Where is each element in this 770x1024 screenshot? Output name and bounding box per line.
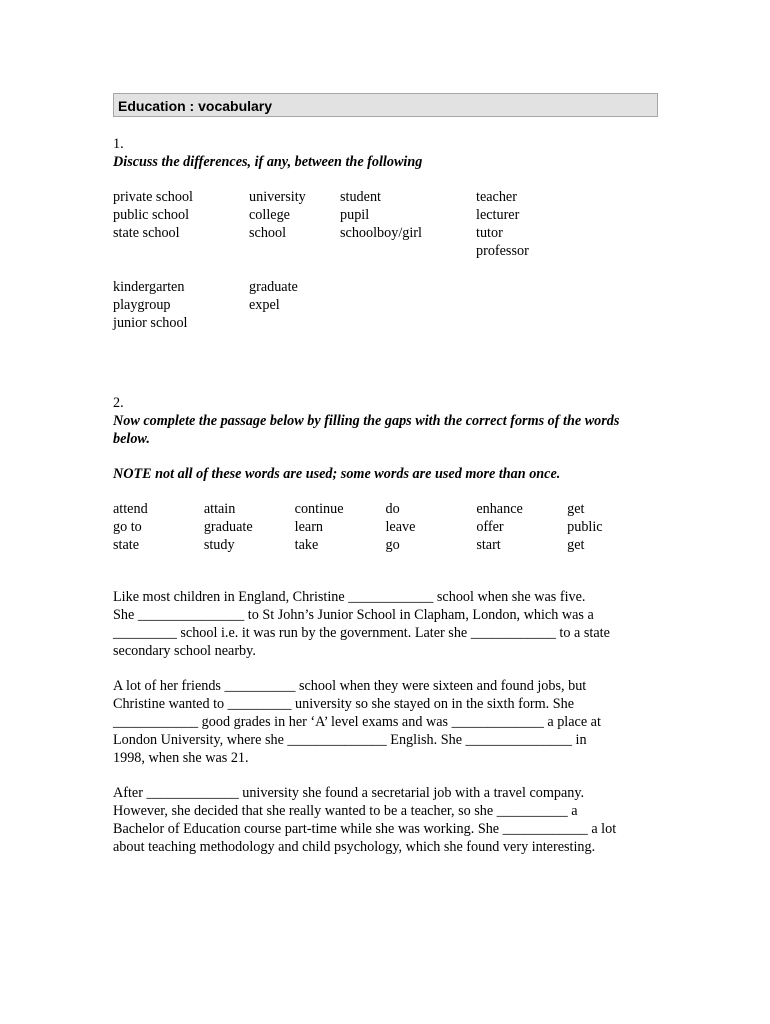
- worksheet: [113, 93, 658, 856]
- section-2-number: 2.: [113, 395, 124, 411]
- passage-line: 1998, when she was 21.: [113, 750, 249, 766]
- vocab-column: [476, 188, 596, 260]
- passage-paragraph-1: [113, 588, 658, 660]
- vocab-word: school: [249, 225, 287, 241]
- vocab-group-2: [113, 278, 658, 332]
- word-bank-item: go: [385, 537, 400, 553]
- word-bank-item: enhance: [476, 501, 523, 517]
- word-bank-item: take: [294, 537, 319, 553]
- vocab-word: kindergarten: [113, 279, 185, 295]
- vocab-word: public school: [113, 207, 190, 223]
- word-bank-item: study: [203, 537, 235, 553]
- vocab-column: [113, 188, 249, 260]
- vocab-column: [249, 278, 340, 332]
- passage-line: After _____________ university she found a secretarial job with a travel company.: [113, 785, 585, 801]
- vocab-word: junior school: [113, 315, 188, 331]
- word-bank-item: graduate: [203, 519, 253, 535]
- passage-line: Bachelor of Education course part-time while she was working. She ____________ a lot: [113, 821, 617, 837]
- vocab-word: schoolboy/girl: [340, 225, 422, 241]
- word-bank-item: get: [567, 537, 585, 553]
- passage-paragraph-2: [113, 677, 658, 767]
- word-bank-item: leave: [385, 519, 416, 535]
- vocab-word: private school: [113, 189, 193, 205]
- word-bank-item: offer: [476, 519, 504, 535]
- vocab-word: state school: [113, 225, 180, 241]
- vocab-word: student: [340, 189, 381, 205]
- vocab-word: professor: [476, 243, 529, 259]
- vocab-word: playgroup: [113, 297, 171, 313]
- passage-line: Christine wanted to _________ university so she stayed on in the sixth form. She: [113, 696, 575, 712]
- vocab-word: graduate: [249, 279, 298, 295]
- section-2-note: NOTE not all of these words are used; some words are used more than once.: [113, 466, 561, 482]
- passage-line: ____________ good grades in her ‘A’ level exams and was _____________ a place at: [113, 714, 601, 730]
- vocab-word: tutor: [476, 225, 503, 241]
- vocab-word: college: [249, 207, 290, 223]
- word-bank-column: [204, 500, 295, 554]
- word-bank-column: [385, 500, 476, 554]
- passage-line: A lot of her friends __________ school when they were sixteen and found jobs, but: [113, 678, 587, 694]
- passage-line: secondary school nearby.: [113, 643, 256, 659]
- passage-line: London University, where she ______________ English. She _______________ in: [113, 732, 587, 748]
- word-bank-item: continue: [294, 501, 344, 517]
- word-bank-item: attain: [203, 501, 236, 517]
- word-bank-item: public: [567, 519, 603, 535]
- page-title: Education : vocabulary: [113, 93, 658, 117]
- vocab-column: [113, 278, 249, 332]
- word-bank-item: state: [113, 537, 139, 553]
- vocab-word: lecturer: [476, 207, 520, 223]
- section-1-instruction: Discuss the differences, if any, between the following: [113, 154, 423, 170]
- word-bank-column: [567, 500, 658, 554]
- vocab-word: university: [249, 189, 306, 205]
- section-2-instruction: Now complete the passage below by filling the gaps with the correct forms of the words below.: [113, 413, 620, 447]
- vocab-word: pupil: [340, 207, 370, 223]
- word-bank-item: get: [567, 501, 585, 517]
- word-bank-column: [113, 500, 204, 554]
- vocab-column: [340, 188, 476, 260]
- vocab-word: expel: [249, 297, 280, 313]
- word-bank-item: do: [385, 501, 400, 517]
- word-bank-column: [476, 500, 567, 554]
- vocab-column: [249, 188, 340, 260]
- word-bank-item: learn: [294, 519, 324, 535]
- word-bank-item: go to: [113, 519, 142, 535]
- passage-line: She _______________ to St John’s Junior School in Clapham, London, which was a: [113, 607, 594, 623]
- vocab-group-1: [113, 188, 658, 260]
- section-1-number: 1.: [113, 136, 124, 152]
- word-bank: [113, 500, 658, 554]
- passage-paragraph-3: [113, 784, 658, 856]
- vocab-word: teacher: [476, 189, 517, 205]
- passage-line: about teaching methodology and child psychology, which she found very interesting.: [113, 839, 596, 855]
- word-bank-column: [295, 500, 386, 554]
- passage-line: However, she decided that she really wanted to be a teacher, so she __________ a: [113, 803, 578, 819]
- word-bank-item: start: [476, 537, 501, 553]
- word-bank-item: attend: [113, 501, 148, 517]
- passage-line: Like most children in England, Christine ____________ school when she was five.: [113, 589, 586, 605]
- passage-line: _________ school i.e. it was run by the government. Later she ____________ to a state: [113, 625, 610, 641]
